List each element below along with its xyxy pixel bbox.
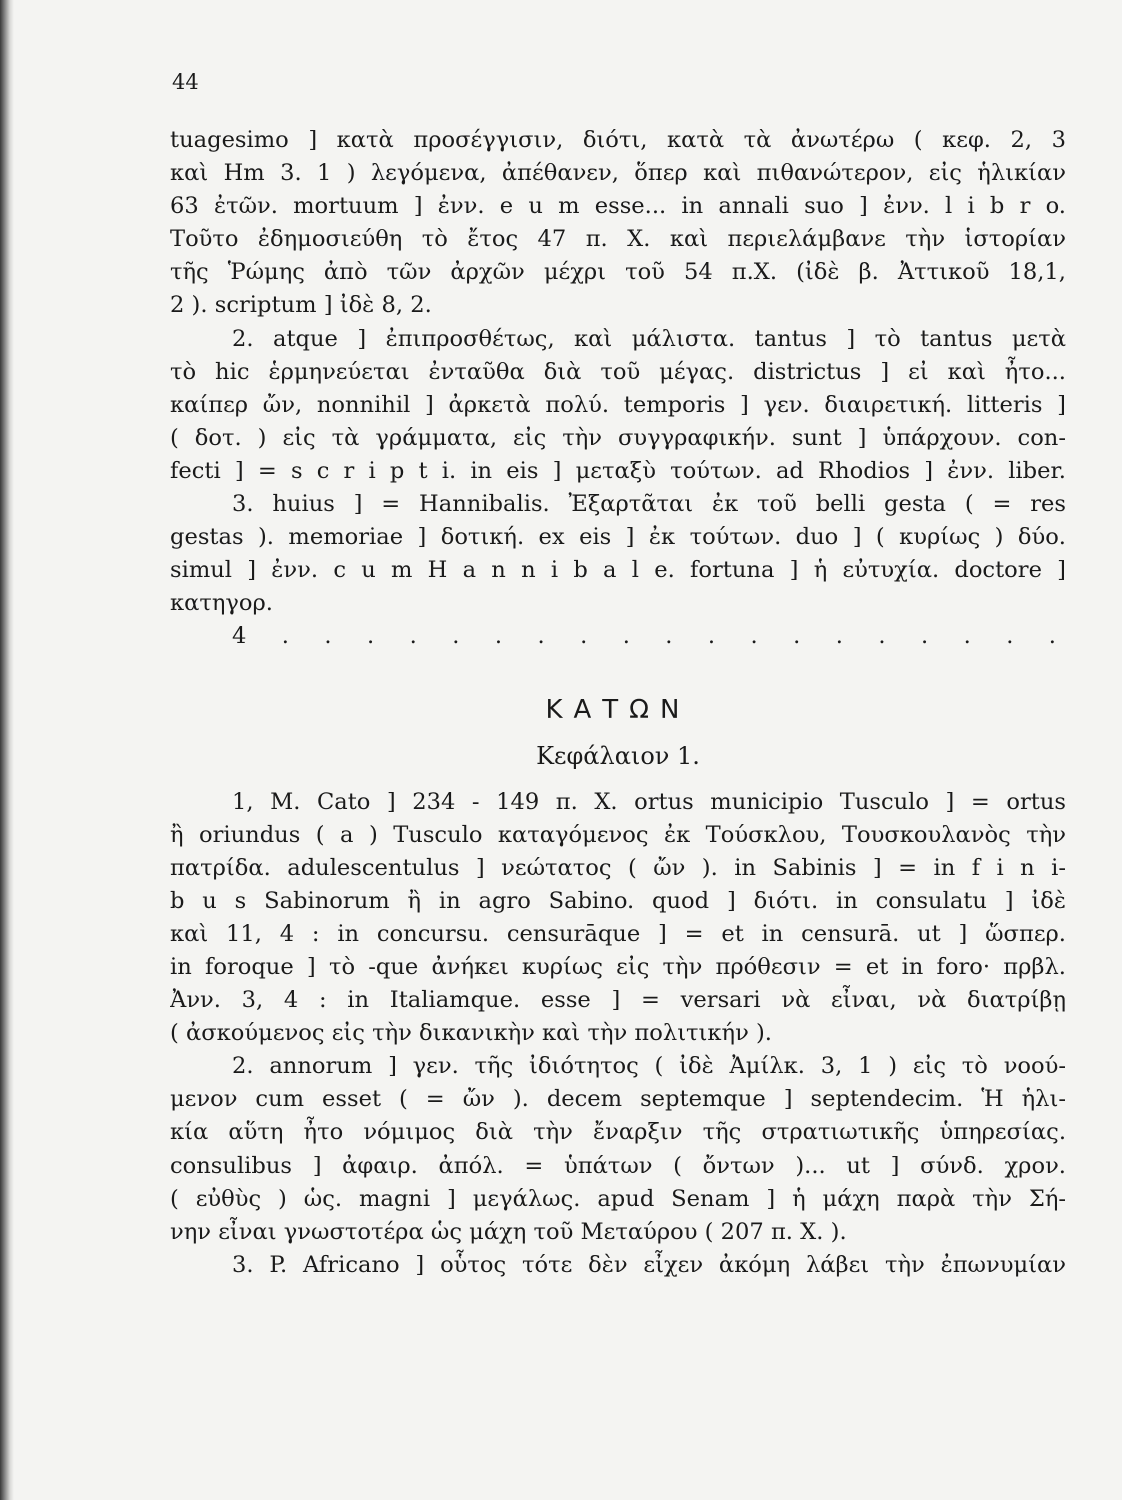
page-number: 44 bbox=[172, 70, 199, 94]
text-line: simul ] ἐνν. c u m H a n n i b a l e. fortuna ] ἡ εὐτυχία. doctore ] bbox=[170, 557, 1066, 584]
text-line: tuagesimo ] κατὰ προσέγγισιν, διότι, κατὰ τὰ ἀνωτέρω ( κεφ. 2, 3 bbox=[170, 127, 1066, 153]
text-line: 4 . . . . . . . . . . . . . . . . . . . bbox=[232, 623, 1066, 650]
scan-edge-shadow bbox=[0, 0, 14, 1500]
text-line: 2 ). scriptum ] ἰδὲ 8, 2. bbox=[170, 292, 432, 319]
paragraph-2 bbox=[170, 323, 1066, 488]
paragraph-5 bbox=[170, 786, 1066, 1051]
text-line: in foroque ] τὸ -que ἀνήκει κυρίως εἰς τὴν πρόθεσιν = et in foro· πρβλ. bbox=[170, 953, 1066, 980]
text-line: Τοῦτο ἐδημοσιεύθη τὸ ἔτος 47 π. Χ. καὶ περιελάμβανε τὴν ἱστορίαν bbox=[170, 226, 1066, 253]
text-line: ἢ oriundus ( a ) Tusculo καταγόμενος ἐκ Τούσκλου, Τουσκουλανὸς τὴν bbox=[170, 821, 1066, 848]
text-line: νην εἶναι γνωστοτέρα ὡς μάχη τοῦ Μεταύρου ( 207 π. Χ. ). bbox=[170, 1218, 847, 1245]
text-line: fecti ] = s c r i p t i. in eis ] μεταξὺ τούτων. ad Rhodios ] ἐνν. liber. bbox=[170, 457, 1066, 484]
text-line: consulibus ] ἀφαιρ. ἀπόλ. = ὑπάτων ( ὄντων )... ut ] σύνδ. χρον. bbox=[170, 1152, 1066, 1179]
text-line: 63 ἐτῶν. mortuum ] ἐνν. e u m esse... in annali suo ] ἐνν. l i b r o. bbox=[170, 193, 1066, 220]
paragraph-6 bbox=[170, 1050, 1066, 1249]
text-line: 2. atque ] ἐπιπροσθέτως, καὶ μάλιστα. tantus ] τὸ tantus μετὰ bbox=[232, 325, 1066, 352]
section-title: ΚΑΤΩΝ bbox=[545, 694, 691, 725]
text-line: μενον cum esset ( = ὤν ). decem septemque ] septendecim. Ἡ ἡλι- bbox=[170, 1086, 1066, 1113]
text-line: Ἀνν. 3, 4 : in Italiamque. esse ] = versari νὰ εἶναι, νὰ διατρίβῃ bbox=[170, 987, 1066, 1014]
text-line: gestas ). memoriae ] δοτική. ex eis ] ἐκ τούτων. duo ] ( κυρίως ) δύο. bbox=[170, 524, 1066, 551]
chapter-heading: Κεφάλαιον 1. bbox=[536, 741, 700, 770]
text-line: ( εὐθὺς ) ὡς. magni ] μεγάλως. apud Senam ] ἡ μάχη παρὰ τὴν Σή- bbox=[170, 1185, 1066, 1212]
text-line: ( ἀσκούμενος εἰς τὴν δικανικὴν καὶ τὴν πολιτικήν ). bbox=[170, 1020, 772, 1047]
text-line: 2. annorum ] γεν. τῆς ἰδιότητος ( ἰδὲ Ἀμίλκ. 3, 1 ) εἰς τὸ νοού- bbox=[232, 1053, 1066, 1080]
text-line: 1, M. Cato ] 234 - 149 π. Χ. ortus municipio Tusculo ] = ortus bbox=[232, 788, 1066, 815]
commentary-text bbox=[170, 124, 1066, 1282]
text-line: πατρίδα. adulescentulus ] νεώτατος ( ὤν ). in Sabinis ] = in f i n i- bbox=[170, 854, 1066, 881]
paragraph-7 bbox=[170, 1249, 1066, 1282]
text-line: b u s Sabinorum ἢ in agro Sabino. quod ] διότι. in consulatu ] ἰδὲ bbox=[170, 887, 1066, 914]
text-line: ( δοτ. ) εἰς τὰ γράμματα, εἰς τὴν συγγραφικήν. sunt ] ὑπάρχουν. con- bbox=[170, 424, 1066, 451]
text-line: καίπερ ὤν, nonnihil ] ἀρκετὰ πολύ. temporis ] γεν. διαιρετική. litteris ] bbox=[170, 391, 1066, 418]
text-line: κία αὕτη ἦτο νόμιμος διὰ τὴν ἔναρξιν τῆς στρατιωτικῆς ὑπηρεσίας. bbox=[170, 1119, 1066, 1146]
text-line: κατηγορ. bbox=[170, 590, 273, 617]
text-line: καὶ 11, 4 : in concursu. censurāque ] = et in censurā. ut ] ὥσπερ. bbox=[170, 920, 1066, 947]
text-line: 3. P. Africano ] οὗτος τότε δὲν εἶχεν ἀκόμη λάβει τὴν ἐπωνυμίαν bbox=[232, 1251, 1066, 1278]
paragraph-3 bbox=[170, 488, 1066, 620]
paragraph-1 bbox=[170, 124, 1066, 323]
text-line: καὶ Hm 3. 1 ) λεγόμενα, ἀπέθανεν, ὅπερ καὶ πιθανώτερον, εἰς ἡλικίαν bbox=[170, 160, 1066, 187]
text-line: τῆς Ῥώμης ἀπὸ τῶν ἀρχῶν μέχρι τοῦ 54 π.Χ. (ἰδὲ β. Ἀττικοῦ 18,1, bbox=[170, 259, 1066, 286]
text-line: 3. huius ] = Hannibalis. Ἐξαρτᾶται ἐκ τοῦ belli gesta ( = res bbox=[232, 491, 1066, 518]
text-line: τὸ hic ἑρμηνεύεται ἐνταῦθα διὰ τοῦ μέγας. districtus ] εἰ καὶ ἦτο... bbox=[170, 358, 1066, 385]
paragraph-4 bbox=[170, 620, 1066, 653]
